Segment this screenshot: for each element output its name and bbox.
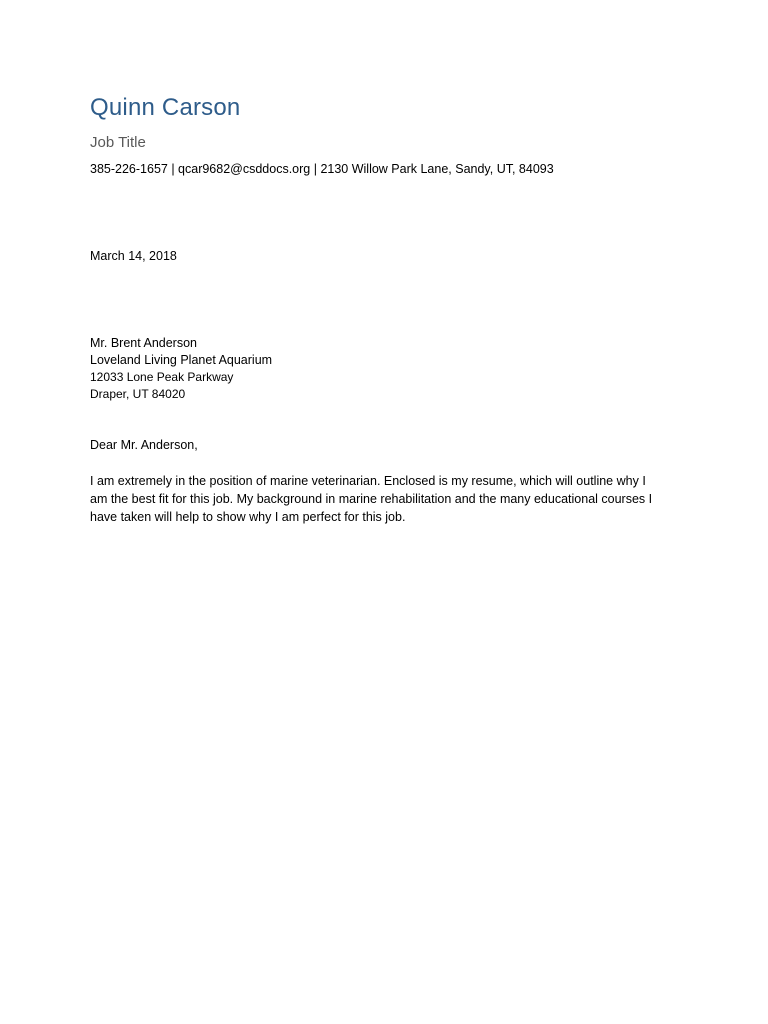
recipient-organization: Loveland Living Planet Aquarium bbox=[90, 353, 273, 367]
body-line: I am extremely in the position of marine veterinarian. Enclosed is my resume, which will outline why I bbox=[90, 474, 646, 488]
recipient-city-state-zip: Draper, UT 84020 bbox=[90, 387, 186, 401]
recipient-name: Mr. Brent Anderson bbox=[90, 336, 198, 350]
recipient-street: 12033 Lone Peak Parkway bbox=[90, 370, 234, 384]
body-paragraph bbox=[90, 472, 690, 526]
sender-job-title: Job Title bbox=[90, 134, 146, 151]
salutation: Dear Mr. Anderson, bbox=[90, 438, 198, 452]
recipient-address-block bbox=[90, 335, 272, 403]
sender-contact-line: 385-226-1657 | qcar9682@csddocs.org | 2130 Willow Park Lane, Sandy, UT, 84093 bbox=[90, 162, 554, 176]
body-line: have taken will help to show why I am perfect for this job. bbox=[90, 510, 406, 524]
letter-date: March 14, 2018 bbox=[90, 249, 177, 263]
sender-name: Quinn Carson bbox=[90, 94, 241, 121]
body-line: am the best fit for this job. My background in marine rehabilitation and the many educational courses I bbox=[90, 492, 653, 506]
